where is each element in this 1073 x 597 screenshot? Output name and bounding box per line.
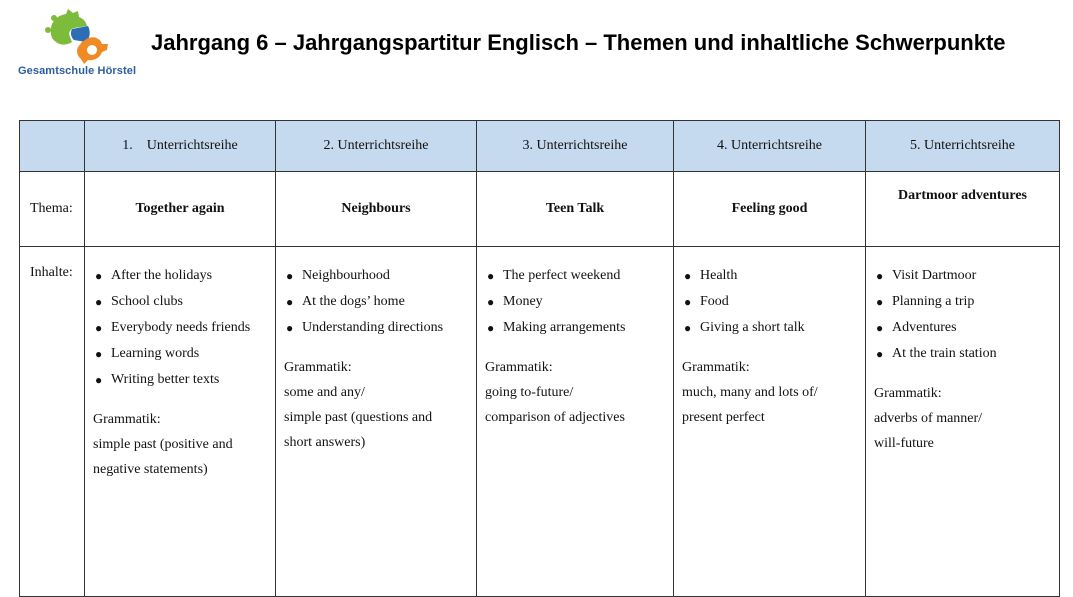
list-item: ● School clubs: [93, 289, 267, 315]
grammar-label: Grammatik:: [93, 412, 161, 427]
bullet-icon: ●: [286, 269, 294, 283]
list-item: ● Making arrangements: [485, 315, 665, 341]
bullet-icon: ●: [95, 295, 103, 309]
bullet-icon: ●: [684, 269, 692, 283]
theme-cell: Teen Talk: [477, 172, 674, 247]
topic-list: [874, 263, 1051, 367]
list-item: ● Everybody needs friends: [93, 315, 267, 341]
bullet-icon: ●: [95, 269, 103, 283]
list-item: ● Understanding directions: [284, 315, 468, 341]
grammar-line: will-future: [874, 436, 934, 451]
grammar-line: negative statements): [93, 462, 208, 477]
page-title: Jahrgang 6 – Jahrgangspartitur Englisch – Themen und inhaltliche Schwerpunkte: [151, 30, 1006, 55]
theme-row: [20, 172, 1060, 247]
list-item: ● At the dogs’ home: [284, 289, 468, 315]
content-label: Inhalte:: [20, 247, 85, 597]
content-cell: [866, 247, 1060, 597]
column-header: 3. Unterrichtsreihe: [477, 121, 674, 172]
bullet-icon: ●: [95, 373, 103, 387]
bullet-icon: ●: [286, 321, 294, 335]
column-header: 1. Unterrichtsreihe: [85, 121, 276, 172]
column-header: 4. Unterrichtsreihe: [674, 121, 866, 172]
theme-cell: Dartmoor adventures: [866, 172, 1060, 247]
header-empty-cell: [20, 121, 85, 172]
grammar-block: [485, 355, 665, 430]
grammar-block: [93, 407, 267, 482]
list-item: ● Learning words: [93, 341, 267, 367]
table-header-row: [20, 121, 1060, 172]
theme-cell: Together again: [85, 172, 276, 247]
bullet-icon: ●: [876, 269, 884, 283]
theme-cell: Feeling good: [674, 172, 866, 247]
list-item: ● Visit Dartmoor: [874, 263, 1051, 289]
topic-list: [485, 263, 665, 341]
topic-list: [93, 263, 267, 393]
grammar-block: [284, 355, 468, 455]
grammar-line: much, many and lots of/: [682, 385, 818, 400]
grammar-line: going to-future/: [485, 385, 574, 400]
content-cell: [85, 247, 276, 597]
curriculum-table: [19, 120, 1060, 597]
bullet-icon: ●: [684, 321, 692, 335]
content-cell: [276, 247, 477, 597]
bullet-icon: ●: [95, 321, 103, 335]
page-header: [0, 0, 1073, 100]
list-item: ● At the train station: [874, 341, 1051, 367]
list-item: ● Money: [485, 289, 665, 315]
topic-list: [284, 263, 468, 341]
grammar-label: Grammatik:: [682, 360, 750, 375]
column-header: 2. Unterrichtsreihe: [276, 121, 477, 172]
grammar-line: present perfect: [682, 410, 765, 425]
bullet-icon: ●: [487, 295, 495, 309]
grammar-line: adverbs of manner/: [874, 411, 983, 426]
topic-list: [682, 263, 857, 341]
grammar-block: [682, 355, 857, 430]
bullet-icon: ●: [286, 295, 294, 309]
grammar-line: short answers): [284, 435, 366, 450]
list-item: ● Neighbourhood: [284, 263, 468, 289]
content-cell: [674, 247, 866, 597]
list-item: ● Adventures: [874, 315, 1051, 341]
bullet-icon: ●: [876, 295, 884, 309]
content-cell: [477, 247, 674, 597]
grammar-block: [874, 381, 1051, 456]
list-item: ● Health: [682, 263, 857, 289]
bullet-icon: ●: [487, 269, 495, 283]
grammar-line: comparison of adjectives: [485, 410, 625, 425]
bullet-icon: ●: [487, 321, 495, 335]
bullet-icon: ●: [95, 347, 103, 361]
grammar-label: Grammatik:: [485, 360, 553, 375]
grammar-line: simple past (questions and: [284, 410, 433, 425]
grammar-line: simple past (positive and: [93, 437, 233, 452]
list-item: ● Giving a short talk: [682, 315, 857, 341]
school-logo-icon: [44, 8, 124, 64]
theme-cell: Neighbours: [276, 172, 477, 247]
school-logo: [14, 8, 144, 80]
grammar-label: Grammatik:: [284, 360, 352, 375]
column-header: 5. Unterrichtsreihe: [866, 121, 1060, 172]
bullet-icon: ●: [876, 347, 884, 361]
list-item: ● Writing better texts: [93, 367, 267, 393]
list-item: ● Planning a trip: [874, 289, 1051, 315]
bullet-icon: ●: [876, 321, 884, 335]
bullet-icon: ●: [684, 295, 692, 309]
list-item: ● The perfect weekend: [485, 263, 665, 289]
list-item: ● Food: [682, 289, 857, 315]
grammar-label: Grammatik:: [874, 386, 942, 401]
list-item: ● After the holidays: [93, 263, 267, 289]
theme-label: Thema:: [20, 172, 85, 247]
grammar-line: some and any/: [284, 385, 365, 400]
content-row: [20, 247, 1060, 597]
logo-caption: Gesamtschule Hörstel: [18, 65, 137, 77]
